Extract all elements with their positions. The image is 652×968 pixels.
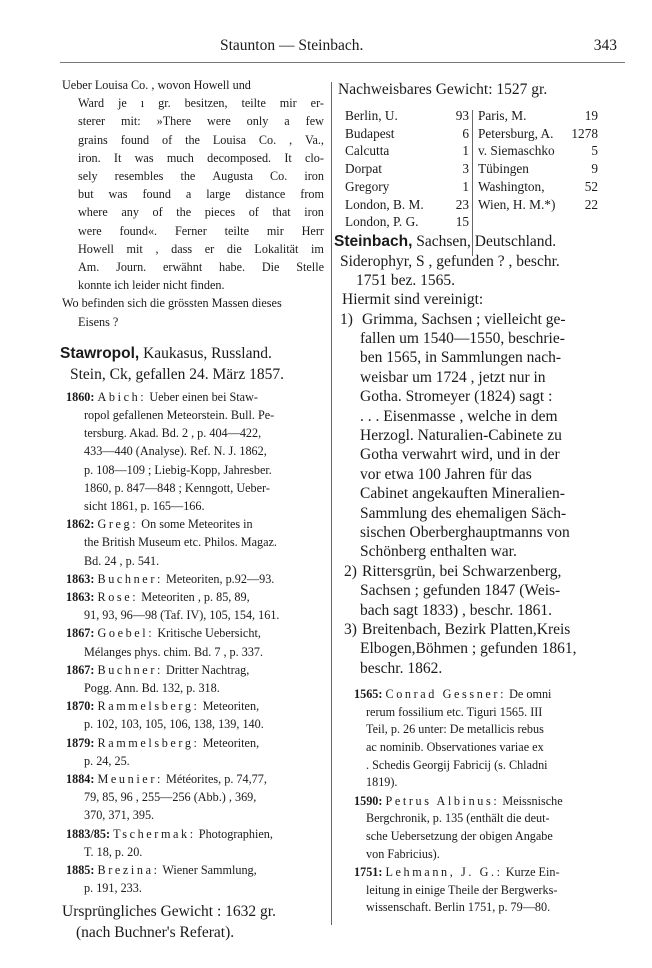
- reference-text: Dritter Nachtrag,: [166, 662, 250, 677]
- collection-grams: 3: [462, 161, 469, 177]
- reference-text: Meteoriten, p.92—93.: [166, 571, 275, 586]
- reference-author: Rose:: [97, 590, 139, 604]
- item-line: vor etwa 100 Jahren für das: [360, 465, 532, 483]
- reference-text: Bergchronik, p. 135 (enthält die deut-: [366, 811, 550, 826]
- running-header: [60, 0, 625, 64]
- reference-text: 79, 85, 96 , 255—256 (Abb.) , 369,: [84, 790, 257, 805]
- collection-name: v. Siemaschko: [478, 143, 555, 159]
- reference-author: Conrad Gessner:: [385, 687, 507, 702]
- reference-entry: [66, 663, 249, 678]
- item-line: weisbar um 1724 , jetzt nur in: [360, 368, 546, 386]
- reference-year: 1860:: [66, 389, 95, 404]
- reference-text: 91, 93, 96—98 (Taf. IV), 105, 154, 161.: [84, 608, 280, 623]
- reference-year: 1751:: [354, 865, 383, 880]
- intro-line: Howell mit , dass er die Lokalität im: [78, 241, 324, 256]
- reference-author: Tschermak:: [113, 826, 196, 841]
- reference-text: p. 108—109 ; Liebig-Kopp, Jahresber.: [84, 462, 272, 477]
- collection-grams: 1: [462, 178, 469, 194]
- reference-text: ropol gefallenen Meteorstein. Bull. Pe-: [84, 408, 275, 422]
- running-title: Staunton — Steinbach.: [220, 37, 364, 54]
- item-number: 1): [340, 310, 353, 328]
- reference-text: p. 102, 103, 105, 106, 138, 139, 140.: [84, 717, 264, 732]
- item-line: ben 1565, in Sammlungen nach-: [360, 349, 562, 367]
- reference-year: 1863:: [66, 571, 95, 586]
- reference-author: Brezina:: [97, 863, 160, 877]
- reference-year: 1565:: [354, 687, 383, 702]
- header-rule: [60, 62, 625, 63]
- collection-grams: 1: [462, 143, 469, 159]
- intro-line: were found«. Ferner teilte mir Herr: [78, 223, 324, 238]
- reference-entry: [66, 590, 250, 605]
- collection-name: Tübingen: [478, 161, 529, 177]
- item-line: Breitenbach, Bezirk Platten,Kreis: [362, 620, 571, 638]
- intro-line: sely resembles the Augusta Co. iron: [78, 169, 324, 183]
- reference-entry: [66, 390, 258, 405]
- weight-line: Ursprüngliches Gewicht : 1632 gr.: [62, 903, 276, 921]
- intro-line: where any of the pieces of that iron: [78, 205, 324, 220]
- intro-line: but was found a large distance from: [78, 187, 324, 202]
- weight-heading: Nachweisbares Gewicht: 1527 gr.: [338, 81, 548, 98]
- collection-name: Berlin, U.: [345, 108, 398, 123]
- intro-line: Am. Journ. erwähnt habe. Die Stelle: [78, 260, 324, 274]
- reference-year: 1883/85:: [66, 826, 111, 841]
- reference-text: T. 18, p. 20.: [84, 844, 143, 859]
- reference-year: 1870:: [66, 699, 95, 714]
- item-line: Gotha. Stromeyer (1824) sagt :: [360, 388, 553, 406]
- collection-grams: 1278: [571, 125, 598, 141]
- intro-line: sterer mit: »There were only a few: [78, 114, 324, 129]
- reference-text: wissenschaft. Berlin 1751, p. 79—80.: [366, 900, 551, 915]
- reference-text: p. 191, 233.: [84, 881, 142, 896]
- meteorite-location: Sachsen, Deutschland.: [412, 233, 557, 250]
- reference-author: Rammelsberg:: [97, 735, 200, 750]
- collection-grams: 52: [584, 178, 598, 194]
- reference-year: 1867:: [66, 662, 95, 677]
- intro-line: Ward je ı gr. besitzen, teilte mir er-: [78, 96, 324, 111]
- page-number: 343: [593, 37, 617, 54]
- reference-entry: [66, 572, 274, 587]
- reference-text: the British Museum etc. Philos. Magaz.: [84, 535, 277, 550]
- reference-text: p. 24, 25.: [84, 753, 130, 768]
- reference-year: 1863:: [66, 590, 95, 604]
- item-line: Rittersgrün, bei Schwarzenberg,: [362, 562, 562, 580]
- collection-name: Petersburg, A.: [478, 125, 554, 141]
- reference-text: Meissnische: [502, 793, 563, 808]
- reference-entry: [354, 794, 563, 809]
- item-line: Elbogen,Böhmen ; gefunden 1861,: [360, 640, 577, 658]
- reference-text: sicht 1861, p. 165—166.: [84, 499, 205, 513]
- reference-entry: [66, 626, 261, 641]
- item-line: Grimma, Sachsen ; vielleicht ge-: [362, 310, 566, 328]
- collection-name: Paris, M.: [478, 108, 527, 123]
- reference-entry: [66, 863, 257, 878]
- item-line: Sammlung des ehemaligen Säch-: [360, 504, 567, 522]
- reference-entry: [66, 517, 253, 532]
- question-line: Eisens ?: [78, 314, 119, 329]
- description-line: 1751 bez. 1565.: [356, 272, 456, 289]
- reference-text: 1860, p. 847—848 ; Kenngott, Ueber-: [84, 480, 270, 495]
- collection-grams: 22: [584, 196, 598, 212]
- intro-line: Ueber Louisa Co. , wovon Howell und: [62, 78, 251, 92]
- collection-grams: 93: [455, 108, 469, 123]
- item-line: sischen Oberberghauptmanns von: [360, 523, 570, 541]
- reference-text: Wiener Sammlung,: [162, 863, 257, 877]
- reference-author: Petrus Albinus:: [385, 793, 500, 808]
- collection-name: Budapest: [345, 125, 395, 141]
- collection-name: Wien, H. M.*): [478, 196, 556, 212]
- item-number: 3): [344, 620, 357, 638]
- united-label: Hiermit sind vereinigt:: [342, 291, 484, 308]
- reference-text: tersburg. Akad. Bd. 2 , p. 404—422,: [84, 426, 262, 441]
- item-line: bach sagt 1833) , beschr. 1861.: [360, 601, 552, 619]
- reference-author: Abich:: [97, 389, 147, 404]
- collection-name: Gregory: [345, 178, 390, 194]
- collection-grams: 15: [455, 214, 469, 230]
- reference-year: 1862:: [66, 517, 95, 532]
- reference-year: 1885:: [66, 863, 95, 877]
- reference-text: 1819).: [366, 775, 398, 790]
- reference-text: 370, 371, 395.: [84, 808, 155, 823]
- reference-text: Kurze Ein-: [505, 865, 560, 880]
- description-line: Siderophyr, S , gefunden ? , beschr.: [340, 253, 560, 270]
- collection-name: Washington,: [478, 178, 545, 194]
- item-line: fallen um 1540—1550, beschrie-: [360, 329, 565, 347]
- reference-text: Meteoriten,: [202, 735, 260, 750]
- reference-text: rerum fossilium etc. Tiguri 1565. III: [366, 704, 543, 719]
- reference-text: Meteoriten,: [202, 699, 260, 714]
- reference-text: Mélanges phys. chim. Bd. 7 , p. 337.: [84, 644, 264, 659]
- item-line: Gotha verwahrt wird, und in der: [360, 446, 560, 464]
- item-line: Herzogl. Naturalien-Cabinete zu: [360, 426, 562, 444]
- reference-entry: [354, 865, 560, 880]
- reference-text: Meteoriten , p. 85, 89,: [141, 590, 250, 604]
- item-line: Cabinet angekauften Mineralien-: [360, 485, 565, 503]
- item-number: 2): [344, 562, 357, 580]
- item-line: . . . Eisenmasse , welche in dem: [360, 407, 558, 425]
- reference-text: Météorites, p. 74,77,: [166, 772, 267, 786]
- reference-entry: [354, 687, 551, 702]
- reference-text: Bd. 24 , p. 541.: [84, 553, 160, 568]
- reference-text: Photographien,: [198, 826, 273, 841]
- collection-grams: 23: [455, 196, 469, 212]
- entry-heading-stawropol: [60, 345, 272, 363]
- collection-name: Dorpat: [345, 161, 382, 177]
- reference-author: Greg:: [97, 517, 139, 532]
- meteorite-location: Kaukasus, Russland.: [139, 344, 272, 362]
- reference-text: Ueber einen bei Staw-: [149, 389, 258, 404]
- reference-text: . Schedis Georgij Fabricij (s. Chladni: [366, 757, 548, 772]
- item-line: Sachsen ; gefunden 1847 (Weis-: [360, 582, 561, 600]
- item-line: beschr. 1862.: [360, 659, 443, 677]
- reference-text: De omni: [509, 687, 552, 702]
- reference-author: Meunier:: [97, 772, 163, 786]
- reference-entry: [66, 736, 259, 751]
- reference-text: On some Meteorites in: [141, 517, 253, 532]
- item-line: Schönberg enthalten war.: [360, 543, 517, 561]
- reference-text: 433—440 (Analyse). Ref. N. J. 1862,: [84, 444, 267, 459]
- reference-text: von Fabricius).: [366, 846, 440, 861]
- reference-text: leitung in einige Theile der Bergwerks-: [366, 882, 558, 897]
- collection-grams: 9: [591, 161, 598, 177]
- reference-author: Rammelsberg:: [97, 699, 200, 714]
- reference-text: sche Uebersetzung der obigen Angabe: [366, 828, 553, 843]
- reference-author: Goebel:: [97, 626, 155, 641]
- reference-author: Buchner:: [97, 662, 163, 677]
- reference-text: Pogg. Ann. Bd. 132, p. 318.: [84, 681, 220, 695]
- collection-name: London, B. M.: [345, 196, 424, 212]
- entry-heading-steinbach: [334, 233, 556, 251]
- reference-text: ac nominib. Observationes variae ex: [366, 739, 544, 754]
- reference-author: Buchner:: [97, 571, 163, 586]
- reference-entry: [66, 699, 259, 714]
- meteorite-name: Steinbach,: [334, 233, 413, 250]
- reference-year: 1590:: [354, 793, 383, 808]
- meteorite-name: Stawropol,: [60, 344, 140, 362]
- reference-year: 1867:: [66, 626, 95, 641]
- reference-entry: [66, 827, 273, 842]
- collection-grams: 6: [462, 125, 469, 141]
- reference-entry: [66, 772, 267, 787]
- weight-line: (nach Buchner's Referat).: [76, 924, 235, 942]
- collection-grams: 5: [591, 143, 598, 159]
- intro-line: grains found of the Louisa Co. , Va.,: [78, 132, 324, 147]
- collection-grams: 19: [584, 108, 598, 123]
- collection-name: Calcutta: [345, 143, 390, 159]
- reference-year: 1884:: [66, 772, 95, 786]
- reference-text: Teil, p. 26 unter: De metallicis rebus: [366, 722, 544, 737]
- reference-text: Kritische Uebersicht,: [157, 626, 261, 641]
- reference-author: Lehmann, J. G.:: [385, 865, 503, 880]
- column-divider: [331, 82, 332, 925]
- reference-year: 1879:: [66, 735, 95, 750]
- intro-line: iron. It was much decomposed. It clo-: [78, 150, 324, 165]
- intro-line: konnte ich leider nicht finden.: [78, 278, 225, 293]
- fall-info: Stein, Ck, gefallen 24. März 1857.: [70, 365, 284, 383]
- question-line: Wo befinden sich die grössten Massen dieses: [62, 296, 282, 311]
- collection-name: London, P. G.: [345, 214, 419, 230]
